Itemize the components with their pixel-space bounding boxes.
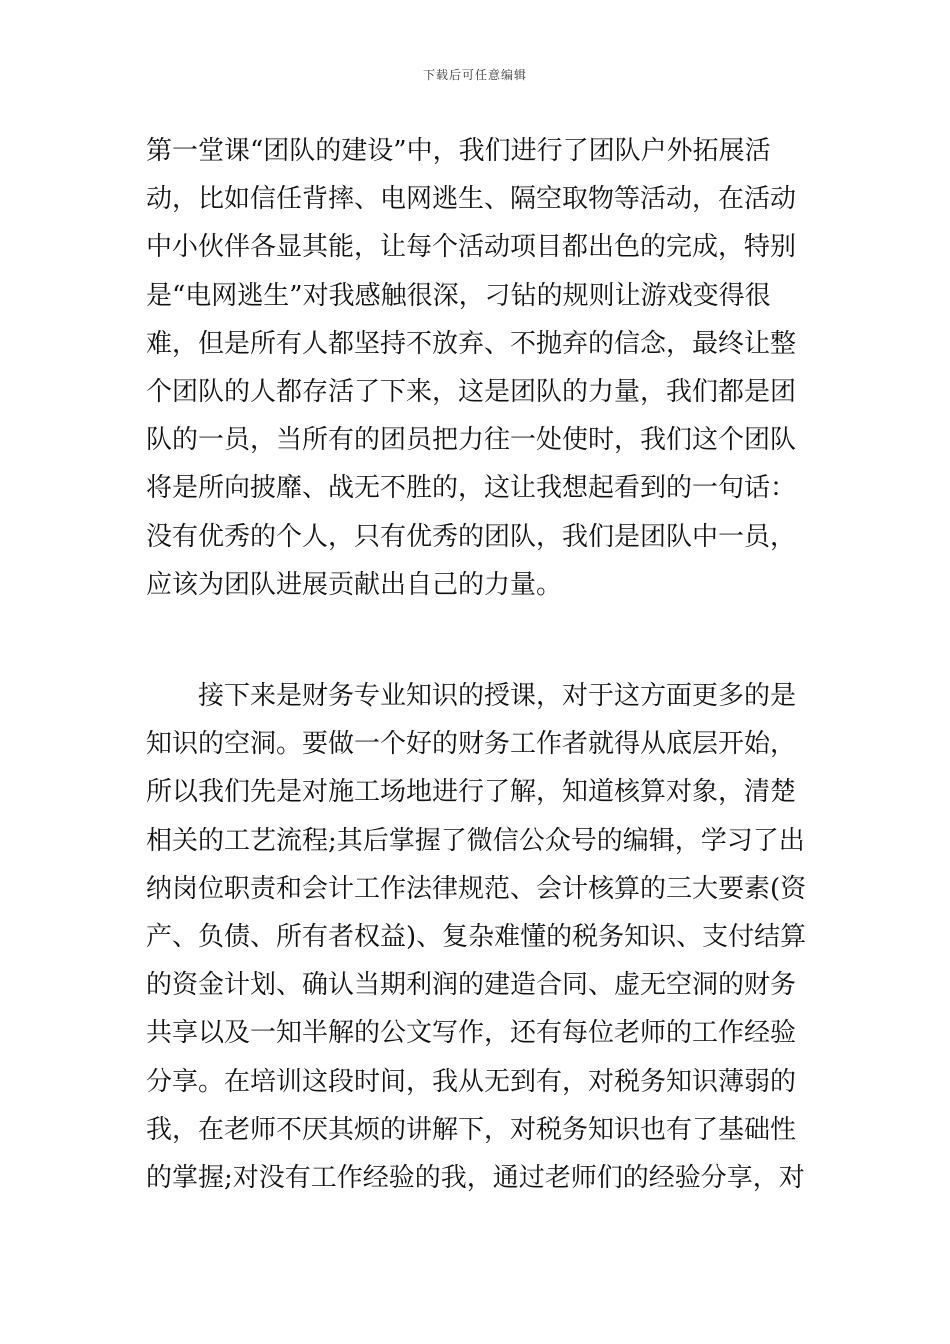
- text-line: 难，但是所有人都坚持不放弃、不抛弃的信念，最终让整: [146, 328, 797, 359]
- page-header: 下载后可任意编辑: [422, 68, 527, 82]
- text-line: 的掌握;对没有工作经验的我，通过老师们的经验分享，对: [146, 1162, 805, 1193]
- text-line: 将是所向披靡、战无不胜的，这让我想起看到的一句话：: [146, 473, 797, 504]
- text-line: 中小伙伴各显其能，让每个活动项目都出色的完成，特别: [146, 232, 797, 263]
- text-line: 是“电网逃生”对我感触很深，刁钻的规则让游戏变得很: [146, 280, 771, 311]
- text-line: 个团队的人都存活了下来，这是团队的力量，我们都是团: [146, 376, 797, 407]
- text-line: 产、负债、所有者权益)、复杂难懂的税务知识、支付结算: [146, 921, 807, 952]
- paragraph-team-building: [146, 127, 796, 609]
- text-line: 相关的工艺流程;其后掌握了微信公众号的编辑，学习了出: [146, 825, 805, 856]
- text-line: 所以我们先是对施工场地进行了解，知道核算对象，清楚: [146, 777, 797, 808]
- text-line: 队的一员，当所有的团员把力往一处使时，我们这个团队: [146, 425, 797, 456]
- text-line: 动，比如信任背摔、电网逃生、隔空取物等活动，在活动: [146, 184, 797, 215]
- text-line: 共享以及一知半解的公文写作，还有每位老师的工作经验: [146, 1018, 797, 1049]
- text-line: 接下来是财务专业知识的授课，对于这方面更多的是: [146, 681, 797, 711]
- text-line: 应该为团队进展贡献出自己的力量。: [146, 569, 563, 600]
- text-line: 我，在老师不厌其烦的讲解下，对税务知识也有了基础性: [146, 1114, 797, 1145]
- text-line: 知识的空洞。要做一个好的财务工作者就得从底层开始，: [146, 729, 797, 760]
- paragraph-finance-training: [146, 672, 806, 1202]
- text-line: 第一堂课“团队的建设”中，我们进行了团队户外拓展活: [146, 136, 771, 166]
- text-line: 分享。在培训这段时间，我从无到有，对税务知识薄弱的: [146, 1066, 797, 1097]
- text-line: 的资金计划、确认当期利润的建造合同、虚无空洞的财务: [146, 970, 797, 1001]
- text-line: 纳岗位职责和会计工作法律规范、会计核算的三大要素(资: [146, 873, 807, 904]
- text-line: 没有优秀的个人，只有优秀的团队，我们是团队中一员，: [146, 521, 797, 552]
